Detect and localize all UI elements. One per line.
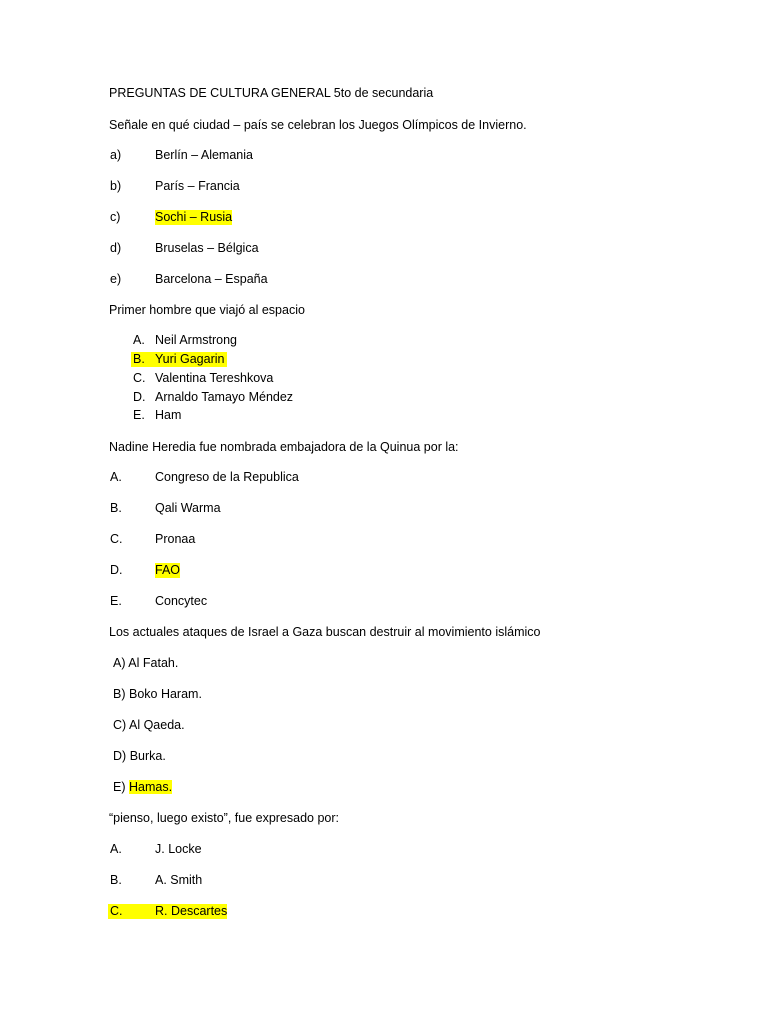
option-text: Burka. — [129, 749, 166, 763]
option-label: d) — [110, 241, 122, 255]
option-label: E. — [133, 408, 145, 422]
option-text: Boko Haram. — [128, 687, 202, 701]
option-label: E) — [113, 780, 126, 794]
option-text: Ham — [155, 408, 182, 422]
option-label: D. — [133, 390, 146, 404]
option-label: B. — [133, 352, 145, 366]
highlighted-answer: R. Descartes — [155, 904, 228, 918]
option-text: París – Francia — [155, 179, 240, 193]
page-title: PREGUNTAS DE CULTURA GENERAL 5to de secundaria — [109, 86, 434, 100]
option-label: A. — [110, 470, 122, 484]
question-4: Los actuales ataques de Israel a Gaza buscan destruir al movimiento islámico — [109, 625, 541, 639]
highlighted-answer: Hamas. — [128, 780, 173, 794]
list-item — [113, 780, 172, 795]
option-text: Al Qaeda. — [129, 718, 185, 732]
option-label: B. — [110, 501, 122, 515]
list-item — [113, 687, 202, 702]
option-label: a) — [110, 148, 122, 162]
option-text: A. Smith — [155, 873, 203, 887]
highlighted-answer: Yuri Gagarin — [155, 352, 225, 366]
option-label: C. — [110, 904, 123, 918]
question-5: “pienso, luego existo”, fue expresado por: — [109, 811, 339, 825]
highlighted-answer: FAO — [155, 563, 181, 577]
option-text: Valentina Tereshkova — [155, 371, 274, 385]
option-text: J. Locke — [155, 842, 202, 856]
question-3: Nadine Heredia fue nombrada embajadora de la Quinua por la: — [109, 440, 459, 454]
option-label: b) — [110, 179, 122, 193]
option-label: C. — [133, 371, 146, 385]
question-2: Primer hombre que viajó al espacio — [109, 303, 305, 317]
option-text: Neil Armstrong — [155, 333, 237, 347]
option-label: E. — [110, 594, 122, 608]
question-1: Señale en qué ciudad – país se celebran los Juegos Olímpicos de Invierno. — [109, 118, 527, 132]
option-label: B. — [110, 873, 122, 887]
list-item — [113, 718, 185, 733]
option-label: e) — [110, 272, 122, 286]
option-label: c) — [110, 210, 121, 224]
option-text: Arnaldo Tamayo Méndez — [155, 390, 294, 404]
option-text: Berlín – Alemania — [155, 148, 253, 162]
list-item — [113, 749, 166, 764]
option-text: Barcelona – España — [155, 272, 268, 286]
option-label: B) — [113, 687, 126, 701]
option-text: Concytec — [155, 594, 208, 608]
option-text: Bruselas – Bélgica — [155, 241, 259, 255]
option-label: C. — [110, 532, 123, 546]
option-label: A. — [133, 333, 145, 347]
option-label: A. — [110, 842, 122, 856]
option-label: C) — [113, 718, 127, 732]
option-text: Al Fatah. — [128, 656, 179, 670]
option-text: Pronaa — [155, 532, 196, 546]
option-text: Congreso de la Republica — [155, 470, 299, 484]
option-label: D. — [110, 563, 123, 577]
option-label: A) — [113, 656, 126, 670]
option-text: Qali Warma — [155, 501, 221, 515]
list-item — [113, 656, 178, 671]
highlighted-answer: Sochi – Rusia — [155, 210, 233, 224]
option-label: D) — [113, 749, 127, 763]
